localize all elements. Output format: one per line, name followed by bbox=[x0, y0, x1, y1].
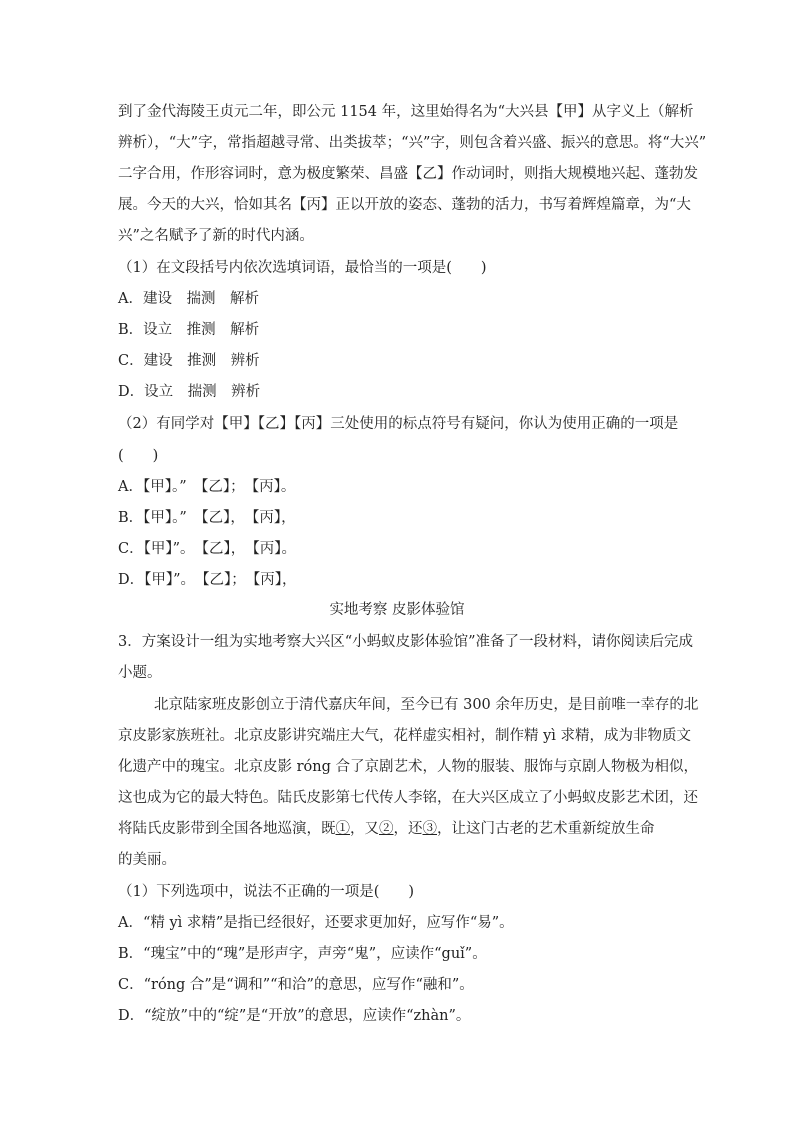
option-a: A．“精 yì 求精”是指已经很好，还要求更加好，应写作“易”。 bbox=[118, 915, 514, 931]
passage-line: 辨析），“大”字，常指超越寻常、出类拔萃；“兴”字，则包含着兴盛、振兴的意思。将“大兴” bbox=[118, 135, 707, 151]
option-d: D．“绽放”中的“绽”是“开放”的意思，应读作“zhàn”。 bbox=[118, 1008, 471, 1024]
question-2-stem: （2）有同学对【甲】【乙】【丙】三处使用的标点符号有疑问，你认为使用正确的一项是 bbox=[118, 416, 679, 432]
option-b: B．设立 推测 解析 bbox=[118, 322, 260, 338]
passage-line: 化遗产中的瑰宝。北京皮影 róng 合了京剧艺术，人物的服装、服饰与京剧人物极为相似， bbox=[118, 759, 698, 775]
section-title: 实地考察 皮影体验馆 bbox=[329, 602, 465, 618]
passage-line-with-blanks bbox=[118, 819, 655, 839]
passage-line: 这也成为它的最大特色。陆氏皮影第七代传人李铭，在大兴区成立了小蚂蚁皮影艺术团，还 bbox=[118, 790, 698, 806]
passage-text: ，又 bbox=[350, 821, 379, 837]
passage-text: ，还 bbox=[393, 821, 423, 837]
passage-line: 展。今天的大兴，恰如其名【丙】正以开放的姿态、蓬勃的活力，书写着辉煌篇章，为“大 bbox=[118, 197, 691, 213]
option-c: C．“róng 合”是“调和”“和洽”的意思，应写作“融和”。 bbox=[118, 977, 474, 993]
passage-line: 到了金代海陵王贞元二年，即公元 1154 年，这里始得名为“大兴县【甲】从字义上（解析 bbox=[118, 104, 694, 120]
question-3-1-stem: （1）下列选项中，说法不正确的一项是( ) bbox=[118, 884, 415, 900]
passage-line: 兴”之名赋予了新的时代内涵。 bbox=[118, 228, 314, 244]
option-d: D．设立 揣测 辨析 bbox=[118, 384, 261, 400]
option-d: D．【甲】”。 【乙】； 【丙】， bbox=[118, 572, 297, 588]
blank-2: ② bbox=[379, 821, 394, 837]
passage-line: 京皮影家族班社。北京皮影讲究端庄大气，花样虚实相衬，制作精 yì 求精，成为非物质文 bbox=[118, 728, 692, 744]
passage-text: ，让这门古老的艺术重新绽放生命 bbox=[437, 821, 655, 837]
blank-1: ① bbox=[335, 821, 350, 837]
option-c: C．建设 推测 辨析 bbox=[118, 353, 260, 369]
question-1-stem: （1）在文段括号内依次选填词语，最恰当的一项是( ) bbox=[118, 260, 487, 276]
question-3-intro-cont: 小题。 bbox=[118, 665, 162, 681]
option-a: A．建设 揣测 解析 bbox=[118, 291, 259, 307]
option-b: B．“瑰宝”中的“瑰”是形声字，声旁“鬼”，应读作“guǐ”。 bbox=[118, 946, 487, 962]
blank-3: ③ bbox=[422, 821, 437, 837]
passage-text: 将陆氏皮影带到全国各地巡演，既 bbox=[118, 821, 336, 837]
option-a: A．【甲】。” 【乙】； 【丙】。 bbox=[118, 479, 296, 495]
question-3-intro: 3．方案设计一组为实地考察大兴区“小蚂蚁皮影体验馆”准备了一段材料，请你阅读后完成 bbox=[118, 634, 694, 650]
option-c: C．【甲】”。 【乙】， 【丙】。 bbox=[118, 541, 297, 557]
option-b: B．【甲】。” 【乙】， 【丙】， bbox=[118, 510, 296, 526]
passage-line: 二字合用，作形容词时，意为极度繁荣、昌盛【乙】作动词时，则指大规模地兴起、蓬勃发 bbox=[118, 166, 698, 182]
passage-line: 的美丽。 bbox=[118, 852, 176, 868]
question-2-stem-cont: ( ) bbox=[118, 448, 159, 464]
passage-line: 北京陆家班皮影创立于清代嘉庆年间，至今已有 300 余年历史，是目前唯一幸存的北 bbox=[154, 697, 699, 713]
